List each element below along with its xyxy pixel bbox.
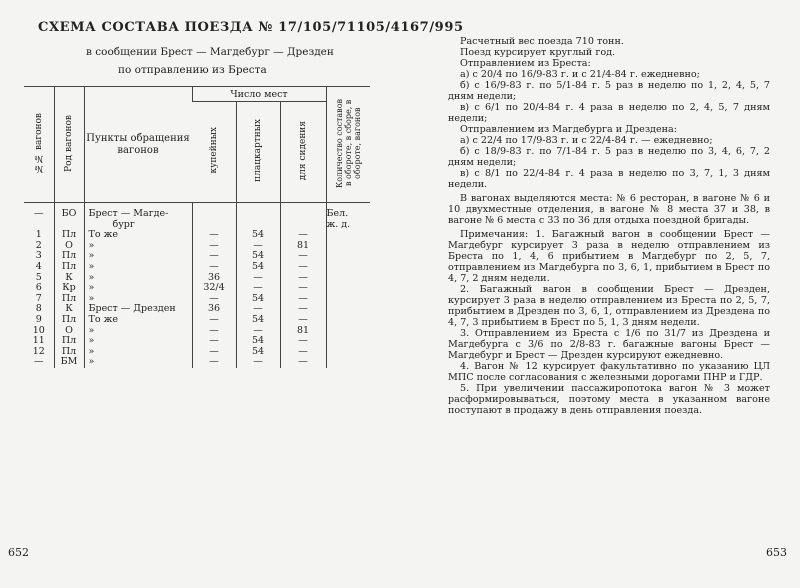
- cell-car-points: »: [84, 294, 192, 305]
- right-page: [400, 0, 800, 588]
- subtitle-route: в сообщении Брест — Магдебург — Дрезден: [86, 46, 334, 58]
- cell-car-kind: БМ: [54, 357, 84, 368]
- table-row: [24, 262, 370, 273]
- cell-car-points: »: [84, 357, 192, 368]
- cell-seats-compartment: 36: [192, 273, 236, 284]
- cell-seats-sitting: [280, 203, 326, 220]
- cell-car-kind: Пл: [54, 230, 84, 241]
- col-header-car-number: №№ вагонов: [24, 87, 54, 203]
- paragraph: Отправлением из Бреста:: [460, 58, 591, 69]
- cell-seats-plac: [236, 203, 280, 220]
- col-header-car-kind: Род вагонов: [54, 87, 84, 203]
- paragraph: 5. При увеличении пассажиропотока вагон № 3 может расформировываться, поэтому места в указанном вагоне поступают в продажу в день отправления поезда.: [448, 383, 770, 416]
- cell-car-note: [326, 326, 370, 337]
- cell-car-number: 6: [35, 282, 42, 294]
- cell-car-points: Брест — Дрезден: [84, 304, 192, 315]
- cell-seats-compartment: —: [192, 326, 236, 337]
- paragraph: б) с 18/9-83 г. по 7/1-84 г. 5 раз в неделю по 3, 4, 6, 7, 2 дням недели;: [448, 146, 770, 168]
- cell-seats-plac: 54: [236, 262, 280, 273]
- cell-car-note: [326, 315, 370, 326]
- cell-seats-compartment: —: [192, 357, 236, 368]
- cell-seats-compartment: —: [192, 347, 236, 358]
- cell-car-note: [326, 283, 370, 294]
- cell-car-note: [326, 273, 370, 284]
- cell-seats-plac: —: [236, 304, 280, 315]
- table-row: [24, 357, 370, 368]
- col-header-points: Пункты обращения вагонов: [84, 87, 192, 203]
- cell-seats-plac: 54: [236, 251, 280, 262]
- cell-seats-sitting: —: [280, 283, 326, 294]
- cell-seats-compartment: 36: [192, 304, 236, 315]
- cell-seats-sitting: —: [280, 230, 326, 241]
- cell-car-kind: Кр: [54, 283, 84, 294]
- cell-seats-sitting: —: [280, 251, 326, 262]
- paragraph: 3. Отправлением из Бреста с 1/6 по 31/7 из Дрездена и Магдебурга с 3/6 по 2/8-83 г. багажные вагоны Брест — Магдебург и Брест — Дрезден курсируют ежедневно.: [448, 328, 770, 361]
- col-header-notes: Количество составов в обороте, в сборе, в обороте, вагонов: [326, 87, 370, 203]
- table-row: [24, 230, 370, 241]
- cell-seats-compartment: [192, 203, 236, 220]
- cell-car-note: [326, 336, 370, 347]
- cell-seats-plac: 54: [236, 230, 280, 241]
- cell-seats-compartment: —: [192, 315, 236, 326]
- cell-car-number: 9: [35, 313, 42, 325]
- cell-seats-plac: 54: [236, 336, 280, 347]
- cell-car-number: 12: [32, 345, 45, 357]
- cell-seats-compartment: —: [192, 241, 236, 252]
- cell-seats-sitting: —: [280, 347, 326, 358]
- cell-car-number: —: [34, 356, 44, 368]
- cell-car-kind: БО: [54, 203, 84, 220]
- cell-car-number: 4: [35, 260, 42, 272]
- cell-car-note: [326, 241, 370, 252]
- cell-car-points: »: [84, 262, 192, 273]
- cell-car-points: »: [84, 251, 192, 262]
- cell-car-number: —: [34, 208, 44, 219]
- cell-car-number: 5: [35, 271, 42, 283]
- col-header-plac: плацкартных: [236, 102, 280, 203]
- table-row: [24, 273, 370, 284]
- cell-seats-compartment: —: [192, 336, 236, 347]
- cell-seats-plac: 54: [236, 294, 280, 305]
- cell-car-points: То же: [84, 315, 192, 326]
- paragraph: Примечания: 1. Багажный вагон в сообщении Брест — Магдебург курсирует 3 раза в неделю отправлением из Бреста по 1, 4, 6 прибытием в Магдебург по 2, 5, 7, отправлением из Магдебурга по 3, 6, 1, прибытием в Брест по 4, 7, 2 дням недели.: [448, 229, 770, 284]
- cell-car-points: бург: [84, 220, 192, 231]
- cell-car-kind: К: [54, 304, 84, 315]
- cell-car-kind: Пл: [54, 315, 84, 326]
- cell-car-kind: Пл: [54, 347, 84, 358]
- cell-car-points: »: [84, 273, 192, 284]
- cell-car-kind: К: [54, 273, 84, 284]
- cell-car-number: 2: [35, 239, 42, 251]
- paragraph: Поезд курсирует круглый год.: [460, 47, 616, 58]
- cell-seats-plac: —: [236, 326, 280, 337]
- cell-car-kind: Пл: [54, 336, 84, 347]
- cell-car-note: [326, 347, 370, 358]
- cell-car-kind: Пл: [54, 262, 84, 273]
- col-header-compartment: купейных: [192, 102, 236, 203]
- cell-car-points: »: [84, 241, 192, 252]
- subtitle-direction: по отправлению из Бреста: [118, 64, 267, 76]
- cell-seats-sitting: —: [280, 273, 326, 284]
- cell-seats-sitting: —: [280, 262, 326, 273]
- cell-seats-plac: —: [236, 273, 280, 284]
- table-row: [24, 203, 370, 220]
- cell-car-note: [326, 262, 370, 273]
- cell-seats-sitting: —: [280, 336, 326, 347]
- cell-car-note: [326, 230, 370, 241]
- cell-seats-plac: 54: [236, 315, 280, 326]
- cell-car-note: [326, 294, 370, 305]
- cell-seats-compartment: —: [192, 262, 236, 273]
- cell-seats-compartment: —: [192, 230, 236, 241]
- cell-car-points: Брест — Магде-: [84, 203, 192, 220]
- cell-seats-plac: 54: [236, 347, 280, 358]
- page-number-left: 652: [8, 546, 29, 559]
- cell-car-number: 1: [35, 229, 42, 241]
- paragraph: б) с 16/9-83 г. по 5/1-84 г. 5 раз в неделю по 1, 2, 4, 5, 7 дням недели;: [448, 80, 770, 102]
- cell-car-kind: Пл: [54, 251, 84, 262]
- cell-seats-plac: —: [236, 283, 280, 294]
- table-row: [24, 294, 370, 305]
- col-header-sitting: для сидения: [280, 102, 326, 203]
- col-header-seats: Число мест: [192, 87, 326, 102]
- cell-seats-compartment: 32/4: [192, 283, 236, 294]
- paragraph: 2. Багажный вагон в сообщении Брест — Дрезден, курсирует 3 раза в неделю отправлением из Бреста по 2, 5, 7, прибытием в Дрезден по 3, 6, 1, отправлением из Дрездена по 4, 7, 3 прибытием в Брест по 5, 1, 3 дням недели.: [448, 284, 770, 328]
- cell-car-kind: О: [54, 326, 84, 337]
- cell-seats-compartment: —: [192, 294, 236, 305]
- page-number-right: 653: [766, 546, 787, 559]
- cell-seats-plac: —: [236, 241, 280, 252]
- cell-car-points: »: [84, 347, 192, 358]
- cell-car-points: »: [84, 326, 192, 337]
- cell-car-number: 7: [35, 292, 42, 304]
- cell-car-number: 10: [32, 324, 45, 336]
- paragraph: Расчетный вес поезда 710 тонн.: [460, 36, 624, 47]
- cell-seats-plac: —: [236, 357, 280, 368]
- cell-car-note: Бел.: [326, 203, 370, 220]
- paragraph: 4. Вагон № 12 курсирует факультативно по указанию ЦЛ МПС после согласования с железными дорогами ПНР и ГДР.: [448, 361, 770, 383]
- cell-car-number: 8: [35, 303, 42, 315]
- cell-car-number: 11: [32, 335, 45, 347]
- cell-car-points: »: [84, 336, 192, 347]
- cell-seats-sitting: 81: [280, 241, 326, 252]
- cell-car-note: ж. д.: [326, 220, 370, 231]
- paragraph: В вагонах выделяются места: № 6 ресторан, в вагоне № 6 и 10 двухместные отделения, в вагоне № 8 места 37 и 38, в вагоне № 6 места с 33 по 36 для отдыха поездной бригады.: [448, 193, 770, 226]
- table-row: [24, 315, 370, 326]
- cell-seats-sitting: —: [280, 357, 326, 368]
- cell-seats-compartment: —: [192, 251, 236, 262]
- cell-car-note: [326, 251, 370, 262]
- cell-car-points: »: [84, 283, 192, 294]
- cell-car-kind: О: [54, 241, 84, 252]
- cell-car-note: [326, 304, 370, 315]
- page-title: СХЕМА СОСТАВА ПОЕЗДА № 17/105/71105/4167/995: [38, 20, 464, 35]
- train-composition-table: [24, 86, 370, 368]
- cell-car-kind: Пл: [54, 294, 84, 305]
- paragraph: а) с 20/4 по 16/9-83 г. и с 21/4-84 г. ежедневно;: [460, 69, 700, 80]
- cell-car-note: [326, 357, 370, 368]
- paragraph: Отправлением из Магдебурга и Дрездена:: [460, 124, 677, 135]
- cell-seats-sitting: —: [280, 315, 326, 326]
- cell-seats-sitting: —: [280, 304, 326, 315]
- cell-car-number: 3: [35, 250, 42, 262]
- cell-car-points: То же: [84, 230, 192, 241]
- paragraph: в) с 8/1 по 22/4-84 г. 4 раза в неделю по 3, 7, 1, 3 дням недели.: [448, 168, 770, 190]
- notes-text: [448, 36, 770, 416]
- paragraph: в) с 6/1 по 20/4-84 г. 4 раза в неделю по 2, 4, 5, 7 дням недели;: [448, 102, 770, 124]
- paragraph: а) с 22/4 по 17/9-83 г. и с 22/4-84 г. — ежедневно;: [460, 135, 713, 146]
- cell-seats-sitting: —: [280, 294, 326, 305]
- cell-seats-sitting: 81: [280, 326, 326, 337]
